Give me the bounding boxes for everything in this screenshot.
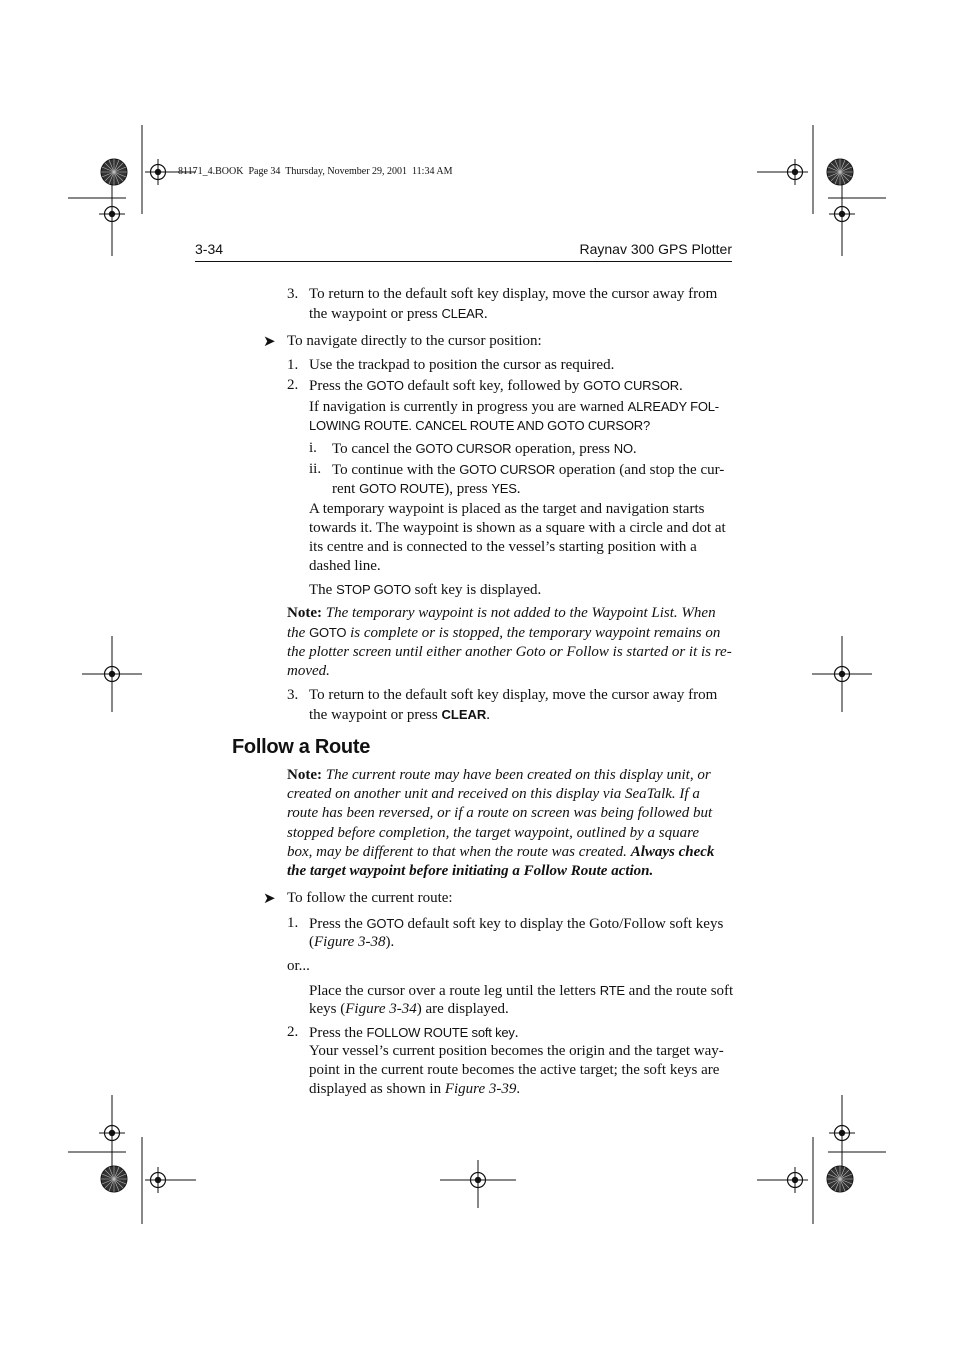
- sublist-number: i.: [309, 440, 317, 456]
- body-paragraph-line: Place the cursor over a route leg until the letters RTE and the route soft: [309, 983, 734, 999]
- note-line: stopped before completion, the target waypoint, outlined by a square: [287, 825, 700, 841]
- list-item: To return to the default soft key display, move the cursor away from: [309, 286, 718, 302]
- warning-message: LOWING ROUTE. CANCEL ROUTE AND GOTO CURSOR?: [309, 418, 650, 433]
- warning-text: If navigation is currently in progress you are warned ALREADY FOL-: [309, 399, 719, 415]
- softkey-label: GOTO: [366, 916, 404, 931]
- list-number: 3.: [287, 286, 299, 302]
- body-paragraph: The STOP GOTO soft key is displayed.: [309, 582, 542, 598]
- note-label: Note:: [287, 767, 322, 783]
- softkey-label: CLEAR: [441, 306, 484, 321]
- note-line: the GOTO is complete or is stopped, the temporary waypoint remains on: [287, 625, 721, 641]
- sublist-item: To continue with the GOTO CURSOR operation (and stop the cur-: [332, 462, 725, 478]
- print-stamp: 81171_4.BOOK Page 34 Thursday, November 29, 2001 11:34 AM: [178, 166, 453, 177]
- list-item-continuation: (Figure 3-38).: [309, 934, 395, 950]
- list-item-continuation: the waypoint or press CLEAR.: [309, 707, 491, 723]
- header-rule: [195, 261, 732, 262]
- procedure-intro: To navigate directly to the cursor position:: [287, 333, 542, 349]
- list-item: Press the GOTO default soft key, followed by GOTO CURSOR.: [309, 378, 683, 394]
- softkey-label: GOTO CURSOR: [459, 462, 556, 477]
- figure-reference: Figure 3-38: [314, 934, 386, 950]
- list-number: 1.: [287, 915, 299, 931]
- softkey-label: CLEAR: [441, 707, 487, 722]
- softkey-label: GOTO: [366, 378, 404, 393]
- note-line: the plotter screen until either another Goto or Follow is started or it is re-: [287, 644, 732, 660]
- softkey-label: RTE: [599, 983, 625, 998]
- alternative-label: or...: [287, 958, 310, 974]
- running-title: Raynav 300 GPS Plotter: [579, 241, 732, 257]
- list-item: Press the FOLLOW ROUTE soft key.: [309, 1025, 519, 1041]
- warning-message: ALREADY FOL-: [627, 399, 719, 414]
- softkey-label: STOP GOTO: [336, 582, 411, 597]
- body-paragraph-line: keys (Figure 3-34) are displayed.: [309, 1001, 509, 1017]
- list-item: Use the trackpad to position the cursor as required.: [309, 357, 615, 373]
- sublist-number: ii.: [309, 461, 322, 477]
- list-number: 2.: [287, 377, 299, 393]
- note-label: Note:: [287, 605, 322, 621]
- body-paragraph-line: Your vessel’s current position becomes the origin and the target way-: [309, 1043, 724, 1059]
- figure-reference: Figure 3-39: [444, 1081, 517, 1097]
- softkey-label: FOLLOW ROUTE soft key: [366, 1025, 515, 1040]
- softkey-label: GOTO: [309, 625, 347, 640]
- note-line: route has been reversed, or if a route on screen was being followed but: [287, 805, 713, 821]
- procedure-arrow-icon: ➤: [263, 889, 276, 907]
- list-item: To return to the default soft key display, move the cursor away from: [309, 687, 718, 703]
- body-paragraph-line: its centre and is connected to the vessel’s starting position with a: [309, 539, 697, 555]
- sublist-item: To cancel the GOTO CURSOR operation, press NO.: [332, 441, 637, 457]
- sublist-item-continuation: rent GOTO ROUTE), press YES.: [332, 481, 521, 497]
- body-paragraph-line: point in the current route becomes the active target; the soft keys are: [309, 1062, 720, 1078]
- section-heading: Follow a Route: [232, 736, 371, 758]
- softkey-label: YES: [491, 481, 517, 496]
- procedure-arrow-icon: ➤: [263, 332, 276, 350]
- list-number: 3.: [287, 687, 299, 703]
- note-line: created on another unit and received on this display via SeaTalk. If a: [287, 786, 700, 802]
- note-line: Note: The current route may have been created on this display unit, or: [287, 767, 711, 783]
- note-line: Note: The temporary waypoint is not added to the Waypoint List. When: [287, 605, 716, 621]
- list-item-continuation: the waypoint or press CLEAR.: [309, 306, 488, 322]
- list-item: Press the GOTO default soft key to display the Goto/Follow soft keys: [309, 916, 724, 932]
- figure-reference: Figure 3-34: [345, 1001, 417, 1017]
- note-line: box, may be different to that when the route was created. Always check: [287, 844, 715, 860]
- procedure-intro: To follow the current route:: [287, 890, 453, 906]
- softkey-label: GOTO CURSOR: [583, 378, 679, 393]
- warning-text-continuation: [309, 416, 650, 436]
- body-paragraph-line: A temporary waypoint is placed as the target and navigation starts: [309, 501, 705, 517]
- list-number: 1.: [287, 357, 299, 373]
- softkey-label: GOTO CURSOR: [415, 441, 512, 456]
- softkey-label: NO: [613, 441, 633, 456]
- list-number: 2.: [287, 1024, 299, 1040]
- body-paragraph-line: towards it. The waypoint is shown as a square with a circle and dot at: [309, 520, 726, 536]
- body-paragraph-line: dashed line.: [309, 558, 381, 574]
- note-line: moved.: [287, 663, 330, 679]
- note-line: the target waypoint before initiating a Follow Route action.: [287, 863, 654, 879]
- page-number: 3-34: [195, 241, 224, 257]
- softkey-label: GOTO ROUTE: [359, 481, 445, 496]
- body-paragraph-line: displayed as shown in Figure 3-39.: [309, 1081, 521, 1097]
